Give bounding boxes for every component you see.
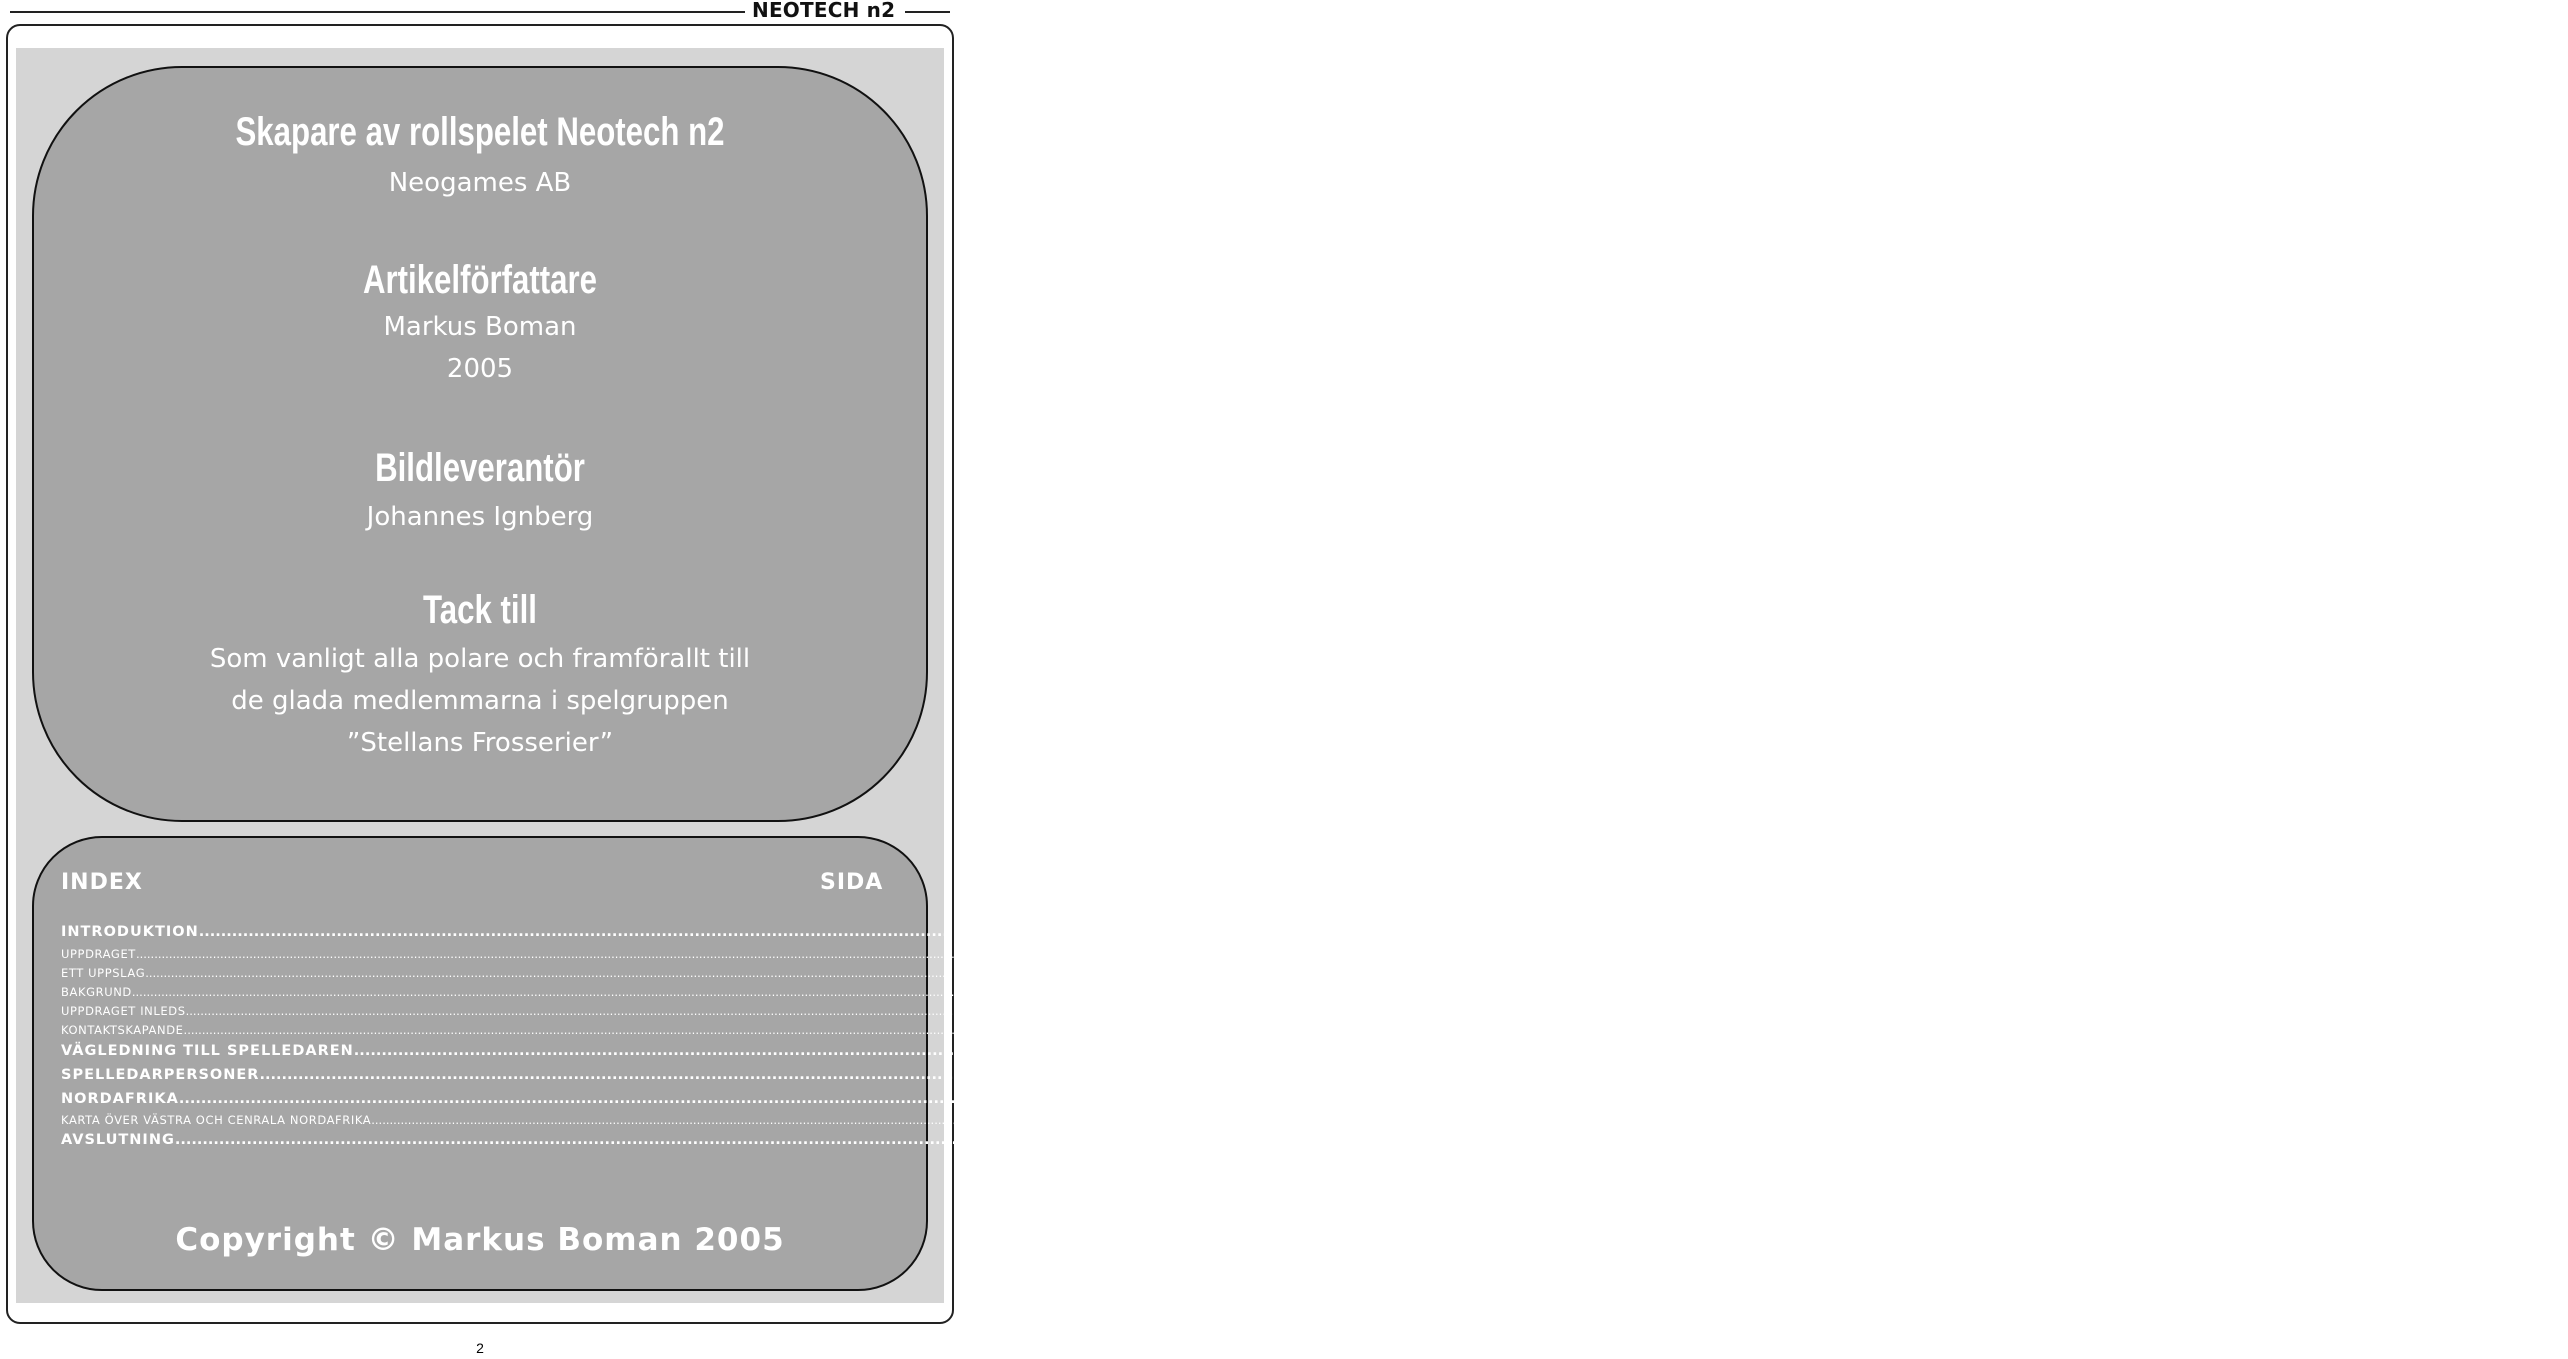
toc-entry-label: KARTA ÖVER VÄSTRA OCH CENRALA NORDAFRIKA [61, 1113, 372, 1127]
toc-leader-dots: ................................................................................................................................................................................................................................................................................................................................................................................................................ [353, 1043, 2558, 1059]
author-year: 2005 [446, 354, 514, 384]
toc-leader-dots: ................................................................................................................................................................................................................................................................................................................................................................................................................ [185, 1004, 1648, 1018]
author-name: Markus Boman [383, 312, 577, 342]
toc-entry [61, 985, 1603, 999]
toc-entry-label: UPPDRAGET [61, 947, 136, 961]
toc-entry-label: VÄGLEDNING TILL SPELLEDAREN [61, 1043, 354, 1059]
illustrator-heading: Bildleverantör [375, 446, 585, 490]
toc-entry [61, 1023, 1654, 1037]
toc-entry-page: 3 [2402, 924, 2414, 940]
toc-leader-dots: ................................................................................................................................................................................................................................................................................................................................................................................................................ [135, 947, 1599, 961]
toc-entry-page: 13 [1833, 1113, 1850, 1127]
toc-entry-page: 5 [1647, 1004, 1656, 1018]
toc-leader-dots: ................................................................................................................................................................................................................................................................................................................................................................................................................ [145, 966, 1608, 980]
thanks-line-3: ”Stellans Frosserier” [346, 728, 614, 758]
toc-entry-label: UPPDRAGET INLEDS [61, 1004, 186, 1018]
toc-entry-page: 3 [1607, 966, 1616, 980]
toc-entry [61, 947, 1607, 961]
toc-entry [61, 1043, 2568, 1059]
creator-name: Neogames AB [388, 168, 572, 198]
header-title: NEOTECH n2 [752, 0, 896, 22]
toc-entry-page: 5 [1645, 1023, 1654, 1037]
toc-leader-dots: ................................................................................................................................................................................................................................................................................................................................................................................................................ [371, 1113, 1834, 1127]
toc-entry-page: 14 [2378, 1132, 2401, 1148]
toc-entry-label: KONTAKTSKAPANDE [61, 1023, 184, 1037]
toc-entry [61, 924, 2414, 940]
thanks-line-2: de glada medlemmarna i spelgruppen [231, 686, 729, 716]
header-rule-left [10, 11, 745, 13]
toc-entry [61, 1091, 2405, 1107]
copyright-notice: Copyright © Markus Boman 2005 [175, 1222, 785, 1258]
author-heading: Artikelförfattare [362, 258, 598, 302]
toc-entry-page: 8 [2462, 1067, 2474, 1083]
toc-entry-label: NORDAFRIKA [61, 1091, 179, 1107]
toc-leader-dots: ................................................................................................................................................................................................................................................................................................................................................................................................................ [198, 924, 2403, 940]
toc-entry-label: AVSLUTNING [61, 1132, 175, 1148]
index-title: INDEX [61, 870, 143, 895]
toc-leader-dots: ................................................................................................................................................................................................................................................................................................................................................................................................................ [131, 985, 1595, 999]
toc-entry [61, 1004, 1656, 1018]
toc-entry-label: ETT UPPSLAG [61, 966, 146, 980]
toc-entry-page: 3 [1598, 947, 1607, 961]
toc-leader-dots: ................................................................................................................................................................................................................................................................................................................................................................................................................ [183, 1023, 1646, 1037]
toc-entry [61, 1132, 2401, 1148]
toc-entry-label: BAKGRUND [61, 985, 132, 999]
toc-entry-label: SPELLEDARPERSONER [61, 1067, 260, 1083]
thanks-line-1: Som vanligt alla polare och framförallt till [209, 644, 751, 674]
toc-entry-page: 11 [2382, 1091, 2405, 1107]
toc-entry [61, 1067, 2474, 1083]
toc-entry-page: 6 [2557, 1043, 2568, 1059]
creator-heading: Skapare av rollspelet Neotech n2 [235, 110, 725, 154]
page-number: 2 [476, 1340, 484, 1356]
toc-entry-page: 3 [1594, 985, 1603, 999]
toc-entry [61, 966, 1616, 980]
toc-leader-dots: ................................................................................................................................................................................................................................................................................................................................................................................................................ [178, 1091, 2383, 1107]
index-page-column: SIDA [820, 870, 884, 895]
toc-leader-dots: ................................................................................................................................................................................................................................................................................................................................................................................................................ [259, 1067, 2463, 1083]
toc-entry-label: INTRODUKTION [61, 924, 199, 940]
illustrator-name: Johannes Ignberg [366, 502, 594, 532]
thanks-heading: Tack till [423, 588, 537, 632]
toc-leader-dots: ................................................................................................................................................................................................................................................................................................................................................................................................................ [174, 1132, 2379, 1148]
toc-entry [61, 1113, 1850, 1127]
header-rule-right [905, 11, 950, 13]
